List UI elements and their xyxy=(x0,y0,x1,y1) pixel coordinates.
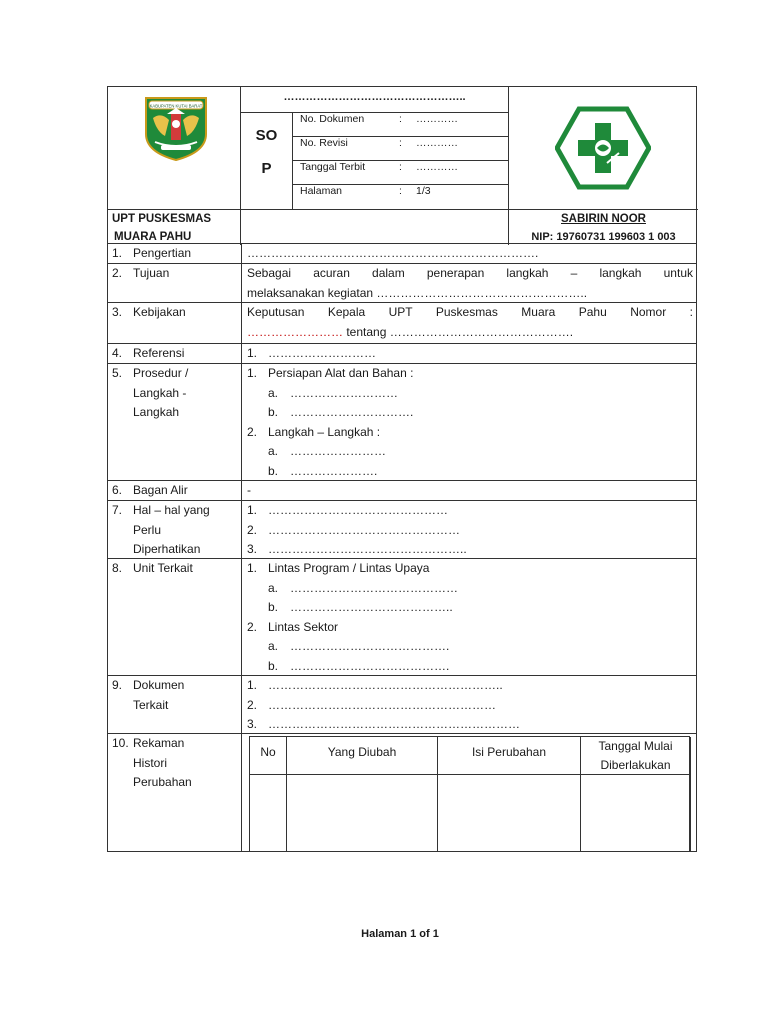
sub-list-letter: b. xyxy=(268,658,279,673)
meta-tanggal-terbit xyxy=(293,161,508,185)
meta-value: 1/3 xyxy=(416,185,431,197)
row-bagan-alir xyxy=(108,481,696,501)
puskesmas-logo-cell xyxy=(508,87,698,209)
column-header: Yang Diubah xyxy=(287,737,437,775)
unit-name-line2: MUARA PAHU xyxy=(114,231,192,243)
meta-sep: : xyxy=(399,161,402,173)
row-kebijakan xyxy=(108,303,696,344)
row-number: 5. xyxy=(112,366,123,380)
sop-body-table xyxy=(107,244,697,852)
list-number: 2. xyxy=(247,424,258,439)
sub-list-item: …………………………………. xyxy=(290,658,450,673)
kebijakan-number-placeholder: …………………… xyxy=(247,324,343,339)
row-prosedur xyxy=(108,364,696,481)
row-title: Kebijakan xyxy=(133,305,186,319)
regency-emblem-icon xyxy=(141,92,211,162)
row-title-line: Perubahan xyxy=(133,775,192,789)
row-title-line: Prosedur / xyxy=(133,366,189,380)
meta-sep: : xyxy=(399,137,402,149)
row-referensi xyxy=(108,344,696,364)
list-item: Lintas Program / Lintas Upaya xyxy=(268,561,430,575)
row-number: 8. xyxy=(112,561,123,575)
tujuan-line1: Sebagai acuran dalam penerapan langkah – langkah untuk xyxy=(247,266,693,280)
meta-halaman xyxy=(293,185,508,209)
sub-list-item: …………………… xyxy=(290,444,386,458)
regency-logo-cell xyxy=(108,87,241,209)
row-title xyxy=(133,364,237,423)
meta-sep: : xyxy=(399,185,402,197)
meta-no-dokumen xyxy=(293,113,508,137)
column-header-line: Diberlakukan xyxy=(600,758,671,772)
meta-label: Tanggal Terbit xyxy=(300,161,366,173)
list-number: 3. xyxy=(247,542,258,556)
kebijakan-line1: Keputusan Kepala UPT Puskesmas Muara Pahu Nomor : xyxy=(247,305,693,319)
sub-list-letter: b. xyxy=(268,463,279,478)
row-tujuan xyxy=(108,264,696,303)
list-number: 2. xyxy=(247,619,258,634)
sub-list-letter: a. xyxy=(268,639,279,653)
row-number: 1. xyxy=(112,246,123,260)
column-header-line: Tanggal Mulai xyxy=(598,739,673,753)
row-number: 3. xyxy=(112,305,123,319)
sub-list-item: …………………. xyxy=(290,463,378,478)
column-header xyxy=(581,737,690,775)
change-history-table xyxy=(249,736,690,851)
list-number: 1. xyxy=(247,346,258,360)
list-item: ………………………………………….. xyxy=(268,542,467,556)
list-item: ………………………………………………….. xyxy=(268,678,503,692)
meta-value: ………… xyxy=(416,113,458,125)
meta-label: No. Revisi xyxy=(300,137,348,149)
list-item: Persiapan Alat dan Bahan : xyxy=(268,366,414,380)
row-title-line: Hal – hal yang xyxy=(133,503,210,517)
unit-name xyxy=(108,210,241,245)
row-title-line: Perlu xyxy=(133,522,162,537)
col-tanggal-mulai xyxy=(581,737,691,852)
row-unit-terkait xyxy=(108,559,696,676)
sub-list-item: ………………………………….. xyxy=(290,600,453,614)
list-item: ………………………………………… xyxy=(268,522,460,537)
header-bottom-row xyxy=(108,209,698,245)
list-item: Langkah – Langkah : xyxy=(268,424,381,439)
sub-list-item: …………………………. xyxy=(290,405,414,419)
regency-emblem-banner: KABUPATEN KUTAI BARAT xyxy=(149,103,203,109)
row-title-line: Dokumen xyxy=(133,678,185,692)
row-dokumen-terkait xyxy=(108,676,696,734)
unit-name-line1: UPT PUSKESMAS xyxy=(112,213,212,225)
meta-value: ………… xyxy=(416,161,458,173)
puskesmas-emblem-icon xyxy=(555,105,651,191)
list-number: 2. xyxy=(247,697,258,712)
list-number: 1. xyxy=(247,366,258,380)
row-title xyxy=(133,734,237,793)
sub-list-letter: b. xyxy=(268,405,279,419)
sub-list-item: …………………………………. xyxy=(290,639,450,653)
row-number: 10. xyxy=(112,736,129,750)
list-item: ……………………… xyxy=(268,346,376,360)
sub-list-letter: b. xyxy=(268,600,279,614)
row-title: Bagan Alir xyxy=(133,483,188,497)
list-item: ……………………………………… xyxy=(268,503,448,517)
row-title-line: Langkah xyxy=(133,405,180,419)
row-title-line: Histori xyxy=(133,755,168,770)
column-header: No xyxy=(250,737,286,775)
list-number: 2. xyxy=(247,522,258,537)
document-title: ………………………………………….. xyxy=(241,87,508,113)
signer-nip: NIP: 19760731 199603 1 003 xyxy=(531,231,676,243)
col-isi-perubahan xyxy=(438,737,581,852)
tujuan-line2: melaksanakan kegiatan …………………………………………….. xyxy=(247,285,588,300)
row-number: 4. xyxy=(112,346,123,360)
row-title-line: Langkah - xyxy=(133,385,187,400)
signer-name: SABIRIN NOOR xyxy=(561,213,646,225)
sub-list-item: ……………………… xyxy=(290,385,398,400)
meta-value: ………… xyxy=(416,137,458,149)
row-title-line: Terkait xyxy=(133,697,169,712)
row-title: Pengertian xyxy=(133,246,192,260)
sub-list-item: …………………………………… xyxy=(290,580,458,595)
sub-list-letter: a. xyxy=(268,444,279,458)
row-title-line: Diperhatikan xyxy=(133,542,201,556)
row-number: 2. xyxy=(112,266,123,280)
list-number: 1. xyxy=(247,503,258,517)
row-title-line: Rekaman xyxy=(133,736,185,750)
list-item: Lintas Sektor xyxy=(268,619,339,634)
col-yang-diubah xyxy=(287,737,438,852)
sub-list-letter: a. xyxy=(268,385,279,400)
col-no xyxy=(250,737,287,852)
list-item: ………………………………………………… xyxy=(268,697,496,712)
list-item: ……………………………………………………… xyxy=(268,717,520,731)
sop-label-line1: SO xyxy=(255,127,278,144)
document-meta xyxy=(293,113,508,209)
bagan-alir-text: - xyxy=(247,483,251,497)
page-footer: Halaman 1 of 1 xyxy=(361,928,439,940)
kebijakan-about: tentang ………………………………………. xyxy=(343,324,574,339)
list-number: 1. xyxy=(247,678,258,692)
row-title xyxy=(133,501,237,560)
row-title: Unit Terkait xyxy=(133,561,193,575)
sop-label xyxy=(241,113,293,209)
row-pengertian xyxy=(108,244,696,264)
row-title: Referensi xyxy=(133,346,185,360)
column-header: Isi Perubahan xyxy=(438,737,580,775)
row-hal-diperhatikan xyxy=(108,501,696,559)
row-title: Tujuan xyxy=(133,266,170,280)
sop-label-line2: P xyxy=(261,160,272,177)
meta-label: No. Dokumen xyxy=(300,113,365,125)
sop-header-table xyxy=(107,86,697,244)
meta-sep: : xyxy=(399,113,402,125)
list-number: 3. xyxy=(247,717,258,731)
row-number: 7. xyxy=(112,503,123,517)
row-title xyxy=(133,676,237,715)
row-number: 9. xyxy=(112,678,123,692)
signer-block xyxy=(508,210,698,245)
sub-list-letter: a. xyxy=(268,580,279,595)
kebijakan-line2 xyxy=(247,323,573,343)
meta-label: Halaman xyxy=(300,185,343,197)
list-number: 1. xyxy=(247,561,258,575)
pengertian-text: ………………………………………………………………. xyxy=(247,246,539,260)
row-number: 6. xyxy=(112,483,123,497)
meta-no-revisi xyxy=(293,137,508,161)
